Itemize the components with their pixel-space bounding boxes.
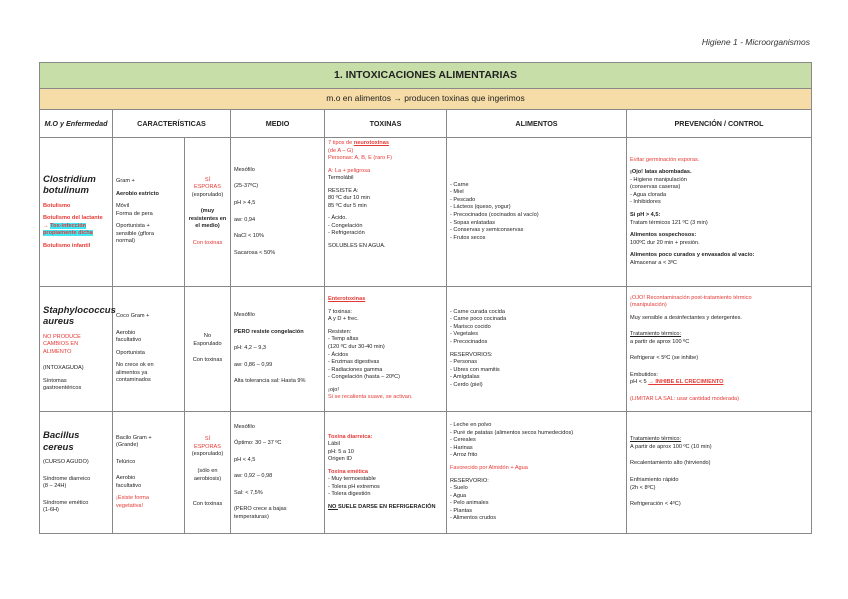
item: normal) [116,238,135,245]
item: - Carne curada cocida [450,308,506,315]
item: Si se recalienta suave, se activan. [328,394,413,401]
medio-cell [231,138,325,287]
item: Aerobio [116,475,136,482]
note: Botulismo del lactante → Tox-infección [43,215,103,229]
item: - Carne [450,181,469,188]
item: Bacilo Gram + [116,434,152,441]
item: Con toxinas [192,501,223,508]
table-row [40,138,812,287]
item: pH: 4,2 – 9,3 [234,345,267,352]
item: - Vegetales [450,331,478,338]
prevencion-cell [627,412,812,534]
item: Muy sensible a desinfectantes y detergentes. [630,314,742,321]
item: (de A – G) [328,147,354,154]
item: (PERO crece a bajas [234,506,287,513]
item: RESERVORIO: [450,477,489,484]
item: Sacarosa < 50% [234,249,276,256]
item: ¡OJO! Recontaminación post-tratamiento térmico [630,294,752,301]
item: (sólo en [197,468,218,474]
item: facultativo [116,337,142,344]
item: - Amígdalas [450,374,480,381]
item: sensible (gflora [116,230,154,237]
item: Toxina diarreica: [328,433,373,440]
item: Óptimo: 30 – 37 ºC [234,440,282,447]
item: alimentos ya [116,369,148,376]
item: - Leche en polvo [450,422,492,429]
prevencion-cell [627,138,812,287]
item: Termolábil [328,175,354,182]
note: (8 – 24H) [43,483,67,490]
item: - Personas [450,359,478,366]
esporas-cell [185,412,231,534]
table-row [40,412,812,534]
item: SOLUBLES EN AGUA. [328,243,386,250]
item: Personas: A, B, E (raro F) [328,155,393,162]
item: A partir de aprox 100 ºC (10 min) [630,443,712,450]
item: (conservas caseras) [630,184,681,191]
item: pH: 5 a 10 [328,448,354,455]
item: NaCl < 10% [234,233,265,240]
item: Sal: < 7,5% [234,489,263,496]
item: - Radiaciones gamma [328,366,383,373]
medio-cell [231,287,325,412]
item: - Alimentos crudos [450,515,497,522]
item: ESPORAS [193,184,222,191]
item: Enterotoxinas [328,296,366,303]
col-header-medio: MEDIO [231,110,325,138]
item: No [203,333,212,340]
item: - Frutos secos [450,234,486,241]
item: Tratamiento térmico: [630,331,682,338]
item: contaminados [116,377,151,384]
caracteristicas-cell [113,287,185,412]
item: vegetativa! [116,502,144,509]
item: pH > 4,5 [234,199,256,206]
item: Con toxinas [192,357,223,364]
toxinas-cell [325,287,447,412]
item: pH < 4,5 [234,456,256,463]
item: - Marisco cocido [450,323,491,330]
item: 7 tipos de neurotoxinas [328,140,389,146]
note: (1-6H) [43,507,59,514]
note: propiamente dicha [43,230,93,237]
item: Gram + [116,178,135,185]
prevencion-cell [627,287,812,412]
item: Oportunista [116,349,145,356]
item: Mesófilo [234,312,255,319]
item: - Ácido. [328,215,347,222]
note: (INTOXAGUDA) [43,365,84,372]
item: - Ácidos [328,351,349,358]
alimentos-cell [447,287,627,412]
item: (esporulado) [191,451,224,458]
item: - Precocinados [450,338,488,345]
item: - Congelación (hasta – 20ºC) [328,374,401,381]
col-header-caracteristicas: CARACTERÍSTICAS [113,110,231,138]
item: - Pelo animales [450,500,489,507]
toxinas-cell [325,138,447,287]
item: Alimentos sospechosos: [630,232,697,239]
item: - Sopas enlatadas [450,219,496,226]
item: - Congelación [328,222,363,229]
item: (muy [200,208,215,215]
table-row [40,287,812,412]
col-header-prevencion: PREVENCIÓN / CONTROL [627,110,812,138]
item: Tratamiento térmico: [630,436,682,443]
item: - Harinas [450,444,473,451]
item: - Temp altas [328,336,359,343]
item: No crece ok en [116,362,154,369]
item: A y D + frec. [328,316,359,323]
item: Enfriamiento rápido [630,477,679,483]
item: (2h < 8ºC) [630,484,656,491]
item: el medio) [195,223,220,230]
item: - Enzimas digestivas [328,359,380,366]
item: - Agua clorada [630,191,667,198]
item: (Grande) [116,442,139,449]
item: Alimentos poco curados y envasados al vacío: [630,252,755,259]
item: - Conservas y semiconservas [450,227,524,234]
item: Aerobio estricto [116,190,159,197]
organism-name: Staphylococcus aureus [43,304,116,328]
item: - Lácteos (queso, yogur) [450,204,511,211]
item: Alta tolerancia sal: Hasta 9% [234,378,306,385]
item: - Suelo [450,485,468,492]
item: - Refrigeración [328,230,365,237]
note: Botulismo infantil [43,242,91,249]
item: Refrigerar < 5ºC (se inhibe) [630,355,699,362]
item: Recalentamiento alto (hirviendo) [630,460,711,467]
item: Refrigeración < 4ºC) [630,501,681,508]
item: (120 ºC dur 30-40 min) [328,343,385,350]
col-header-alimentos: ALIMENTOS [447,110,627,138]
item: - Tolera pH extremos [328,483,380,490]
item: resistentes en [188,215,227,222]
item: Evitar germinación esporas. [630,156,700,163]
item: 7 toxinas: [328,308,352,315]
item: 85 ºC dur 5 min [328,202,367,209]
item: - Miel [450,189,464,196]
item: - Plantas [450,507,473,514]
item: Mesófilo [234,166,255,173]
item: a partir de aprox 100 ºC [630,338,690,345]
item: - Puré de patatas (alimentos secos humedecidos) [450,429,574,436]
item: - Tolera digestión [328,491,371,498]
item: Favorecido por Almidón + Agua [450,464,528,471]
item: PERO resiste congelación [234,328,304,335]
note: Síntomas [43,377,67,384]
item: ¡Existe forma [116,495,149,502]
item: - Higiene manipulación [630,176,687,183]
item: aw: 0,94 [234,216,256,223]
item: ¡Ojo! latas abombadas. [630,169,692,176]
item: Tratam térmicos 121 ºC (3 min) [630,219,708,226]
table-title: 1. INTOXICACIONES ALIMENTARIAS [40,63,812,89]
item: RESISTE A: [328,187,359,194]
item: 80 ºC dur 10 min [328,195,370,202]
item: Esporulado [193,340,222,347]
caracteristicas-cell [113,138,185,287]
item: Origen ID [328,456,352,463]
item: ¡ojo! [328,386,339,393]
item: Lábil [328,441,340,448]
esporas-cell [185,138,231,287]
item: (LIMITAR LA SAL: usar cantidad moderada) [630,395,740,402]
mo-cell [40,138,113,287]
item: Embutidos: [630,371,658,378]
item: - Agua [450,492,467,499]
item: aw: 0,92 – 0,98 [234,473,273,480]
item: Forma de pera [116,210,153,217]
alimentos-cell [447,412,627,534]
col-header-toxinas: TOXINAS [325,110,447,138]
organism-name: Clostridium botulinum [43,173,96,197]
table-subtitle: m.o en alimentos → producen toxinas que ingerimos [40,89,812,110]
note: (CURSO AGUDO) [43,459,89,466]
item: Con toxinas [192,239,223,246]
item: A: La + peligrosa [328,167,371,174]
esporas-cell [185,287,231,412]
item: aerobiosis) [193,475,222,482]
item: Resisten: [328,328,352,335]
item: - Inhibidores [630,199,661,206]
col-header-mo: M.O y Enfermedad [40,110,113,138]
organism-name: Bacillus cereus [43,430,80,453]
item: NO SUELE DARSE EN REFRIGERACIÓN [328,503,436,510]
item: (25-37ºC) [234,183,259,190]
item: - Pescado [450,196,476,203]
intoxications-table [39,62,812,534]
note: NO PRODUCE [43,333,81,340]
mo-cell [40,287,116,412]
item: Coco Gram + [116,313,150,320]
note: CAMBIOS EN [43,341,79,348]
item: (manipulación) [630,302,667,309]
item: temperaturas) [234,513,269,520]
item: Almacenar a < 3ºC [630,259,677,266]
note: Síndrome emético [43,499,89,506]
medio-cell [231,412,325,534]
item: facultativo [116,482,142,489]
item: - Arroz frito [450,452,478,459]
item: Oportunista + [116,223,150,230]
page-header-note: Higiene 1 - Microorganismos [701,37,810,47]
alimentos-cell [447,138,627,287]
item: 100ºC dur 20 min + presión. [630,239,700,246]
item: ESPORAS [193,443,222,450]
mo-cell [40,412,113,534]
item: - Carne poco cocinada [450,316,507,323]
item: Móvil [116,203,130,210]
item: SÍ [204,436,211,443]
item: Mesófilo [234,423,255,430]
item: - Muy termoestable [328,476,376,483]
note: ALIMENTO [43,348,72,355]
item: (esporulado) [191,191,224,198]
note: gastroentéricos [43,385,82,392]
item: RESERVORIOS: [450,351,493,358]
item: - Cerdo (piel) [450,381,483,388]
item: Aerobio [116,329,136,336]
item: aw: 0,86 – 0,99 [234,361,273,368]
item: SÍ [204,176,211,183]
item: - Cereales [450,437,476,444]
item: pH < 5 → INHIBE EL CRECIMIENTO [630,379,724,386]
item: Toxina emética [328,468,368,475]
item: - Precocinados (cocinados al vacío) [450,212,539,218]
toxinas-cell [325,412,447,534]
item: - Ubres con mamitis [450,366,500,373]
item: Telúrico [116,458,136,465]
note: Botulismo [43,202,71,209]
caracteristicas-cell [113,412,185,534]
note: Síndrome diarreico [43,475,91,482]
item: Si pH > 4,5: [630,212,661,218]
